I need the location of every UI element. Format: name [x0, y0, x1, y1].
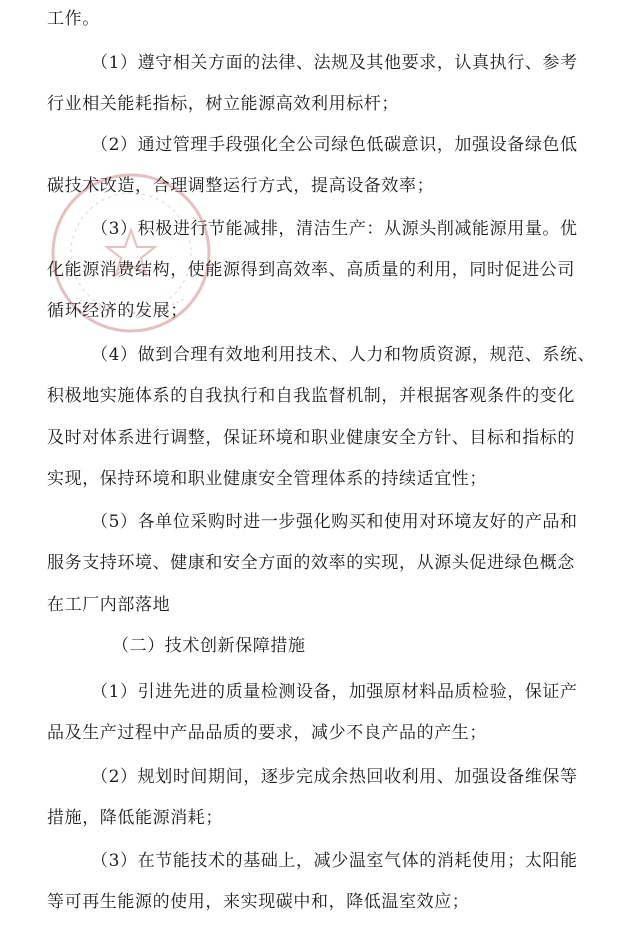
text-line: 碳技术改造，合理调整运行方式，提高设备效率； — [47, 176, 435, 196]
text-line: （1）遵守相关方面的法律、法规及其他要求，认真执行、参考 — [91, 53, 578, 73]
text-line: 服务支持环境、健康和安全方面的效率的实现，从源头促进绿色概念 — [47, 553, 575, 573]
text-line: 工作。 — [47, 9, 100, 29]
text-line: 循环经济的发展； — [47, 301, 188, 321]
text-line: 行业相关能耗指标，树立能源高效利用标杆； — [47, 94, 399, 114]
text-line: （4）做到合理有效地利用技术、人力和物质资源，规范、系统、 — [91, 345, 596, 365]
text-line: 及时对体系进行调整，保证环境和职业健康安全方针、目标和指标的 — [47, 428, 575, 448]
text-line: 品及生产过程中产品品质的要求，减少不良产品的产生； — [47, 723, 487, 743]
text-line: （5）各单位采购时进一步强化购买和使用对环境友好的产品和 — [91, 512, 578, 532]
text-line: 化能源消费结构，使能源得到高效率、高质量的利用，同时促进公司 — [47, 260, 575, 280]
text-line: 在工厂内部落地 — [47, 595, 171, 615]
text-line: （3）在节能技术的基础上，减少温室气体的消耗使用；太阳能 — [91, 851, 578, 871]
text-line: （3）积极进行节能减排，清洁生产：从源头削减能源用量。优 — [91, 219, 578, 239]
text-line: （1）引进先进的质量检测设备，加强原材料品质检验，保证产 — [91, 682, 578, 702]
text-line: 积极地实施体系的自我执行和自我监督机制，并根据客观条件的变化 — [47, 386, 575, 406]
text-line: 等可再生能源的使用，来实现碳中和，降低温室效应； — [47, 892, 470, 912]
text-line: （2）规划时间期间，逐步完成余热回收利用、加强设备维保等 — [91, 767, 578, 787]
text-line: 实现，保持环境和职业健康安全管理体系的持续适宜性； — [47, 469, 487, 489]
section-heading: （二）技术创新保障措施 — [112, 636, 306, 656]
text-line: 措施，降低能源消耗； — [47, 808, 223, 828]
text-line: （2）通过管理手段强化全公司绿色低碳意识，加强设备绿色低 — [91, 135, 578, 155]
